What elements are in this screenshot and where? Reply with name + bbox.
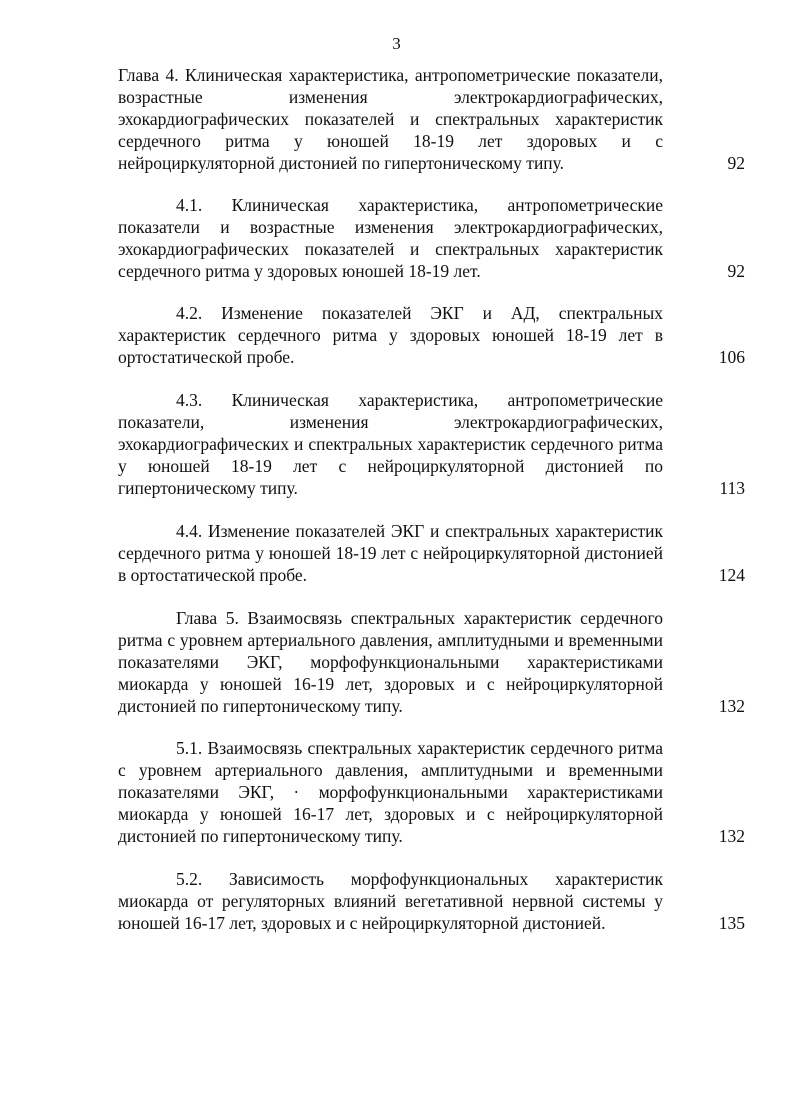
toc-entry-page: 132 (718, 826, 745, 846)
toc-entry-text: Глава 4. Клиническая характеристика, антропометрические показатели, возрастные изменения электрокардиографических, эхокардиографических показателей и спектральных характеристик сердечного ритма у юношей 18-19 лет здоровых и с нейроциркуляторной дистонией по гипертоническому типу. (118, 65, 663, 173)
toc-entry-page: 113 (719, 478, 745, 498)
toc-entry-chapter-5 (118, 607, 745, 717)
toc-entry-text: Глава 5. Взаимосвязь спектральных характеристик сердечного ритма с уровнем артериального давления, амплитудными и временными показателями ЭКГ, морфофункциональными характеристиками миокарда у юношей 16-19 лет, здоровых и с нейроциркуляторной дистонией по гипертоническому типу. (118, 608, 663, 716)
toc-entry-text: 5.2. Зависимость морфофункциональных характеристик миокарда от регуляторных влияний вегетативной нервной системы у юношей 16-17 лет, здоровых и с нейроциркуляторной дистонией. (118, 869, 663, 933)
toc-entry-4-2 (118, 302, 745, 368)
toc-entry-5-2 (118, 868, 745, 934)
toc-entry-page: 135 (718, 913, 745, 933)
toc-entry-page: 124 (718, 565, 745, 585)
toc-entry-text: 4.4. Изменение показателей ЭКГ и спектральных характеристик сердечного ритма у юношей 18-19 лет с нейроциркуляторной дистонией в ортостатической пробе. (118, 521, 663, 585)
table-of-contents (118, 64, 745, 934)
toc-entry-4-3 (118, 389, 745, 499)
page-number: 3 (392, 34, 401, 53)
toc-entry-text: 5.1. Взаимосвязь спектральных характеристик сердечного ритма с уровнем артериального давления, амплитудными и временными показателями ЭКГ, · морфофункциональными характеристиками миокарда у юношей 16-17 лет, здоровых и с нейроциркуляторной дистонией по гипертоническому типу. (118, 738, 663, 846)
toc-entry-4-4 (118, 520, 745, 586)
toc-entry-text: 4.1. Клиническая характеристика, антропометрические показатели и возрастные изменения электрокардиографических, эхокардиографических показателей и спектральных характеристик сердечного ритма у здоровых юношей 18-19 лет. (118, 195, 663, 281)
toc-entry-page: 92 (727, 153, 745, 173)
toc-entry-page: 132 (718, 696, 745, 716)
toc-entry-text: 4.2. Изменение показателей ЭКГ и АД, спектральных характеристик сердечного ритма у здоровых юношей 18-19 лет в ортостатической пробе. (118, 303, 663, 367)
toc-entry-page: 92 (727, 261, 745, 281)
toc-entry-5-1 (118, 737, 745, 847)
toc-entry-4-1 (118, 194, 745, 282)
toc-entry-page: 106 (718, 347, 745, 367)
toc-entry-text: 4.3. Клиническая характеристика, антропометрические показатели, изменения электрокардиографических, эхокардиографических и спектральных характеристик сердечного ритма у юношей 18-19 лет с нейроциркуляторной дистонией по гипертоническому типу. (118, 390, 663, 498)
toc-entry-chapter-4 (118, 64, 745, 174)
